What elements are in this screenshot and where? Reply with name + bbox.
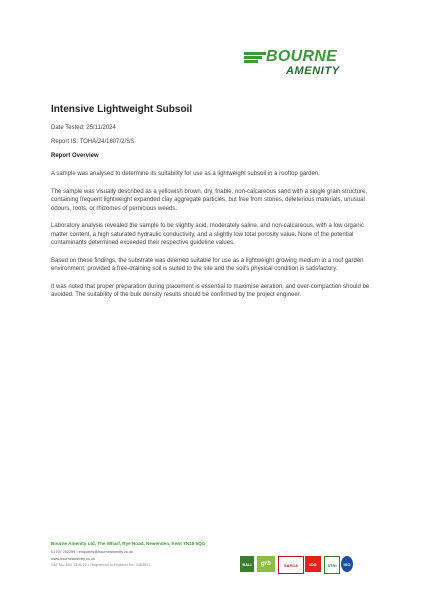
footer-company: Bourne Amenity Ltd, The Wharf, Rye Road, Newenden, Kent TN18 5QG [51,541,206,546]
footer-website: www.bourneamenity.co.uk [51,556,96,561]
paragraph-2: The sample was visually described as a yellowish brown, dry, friable, non-calcareous sand with a single grain structure, containing frequent lightweight expanded clay aggregate particles, but free from stones, deleterious materials, unusual odours, roots, or rhizomes of pernicious weeds. [51,188,368,212]
iso-badge: ISO [341,556,353,572]
bali-badge: BALI [240,556,254,572]
accreditation-badges [240,556,400,576]
paragraph-4: Based on these findings, the substrate was deemed suitable for use as a lightweight growing medium in a roof garden environment, provided a free-draining soil is suited to the site and the soil's physical condition is satisfactory. [51,257,364,273]
footer-contact: 01797 252299 • enquiries@bourneamenity.co.uk [51,550,133,554]
report-content [51,104,373,309]
logo-speed-lines [244,52,266,65]
report-title: Intensive Lightweight Subsoil [51,104,193,115]
iog-badge: IOG [305,556,321,572]
footer-registration: VAT No: 860 1396 22 • Registered in England No: 3483821 [51,563,151,568]
date-tested: Date Tested: 25/11/2024 [51,125,116,131]
paragraph-5: It was noted that proper preparation during placement is essential to maximise aeration, and over-compaction should be avoided. The suitability of the bulk density results should be confirmed by the project engineer. [51,283,370,299]
overview-heading: Report Overview [51,153,99,159]
report-id: Report IS: TOHA/24/1607/2/SS [51,139,135,145]
footer [51,541,251,570]
paragraph-1: A sample was analysed to determine its suitability for use as a lightweight subsoil in a rooftop garden. [51,171,320,177]
logo-brand: BOURNE [266,48,338,65]
sapca-badge: SAPCA [278,556,304,574]
grb-badge: grb [257,556,275,572]
logo-subtitle: AMENITY [286,65,340,77]
bourne-amenity-logo [244,50,384,80]
paragraph-3: Laboratory analysis revealed the sample to be slightly acid, moderately saline, and non-calcareous, with a low organic matter content, a high saturated hydraulic conductivity, and a slightly low total porosity value. None of the potential contaminants determined exceeded their respective guideline values. [51,223,364,247]
stri-badge: STRI [324,556,340,574]
